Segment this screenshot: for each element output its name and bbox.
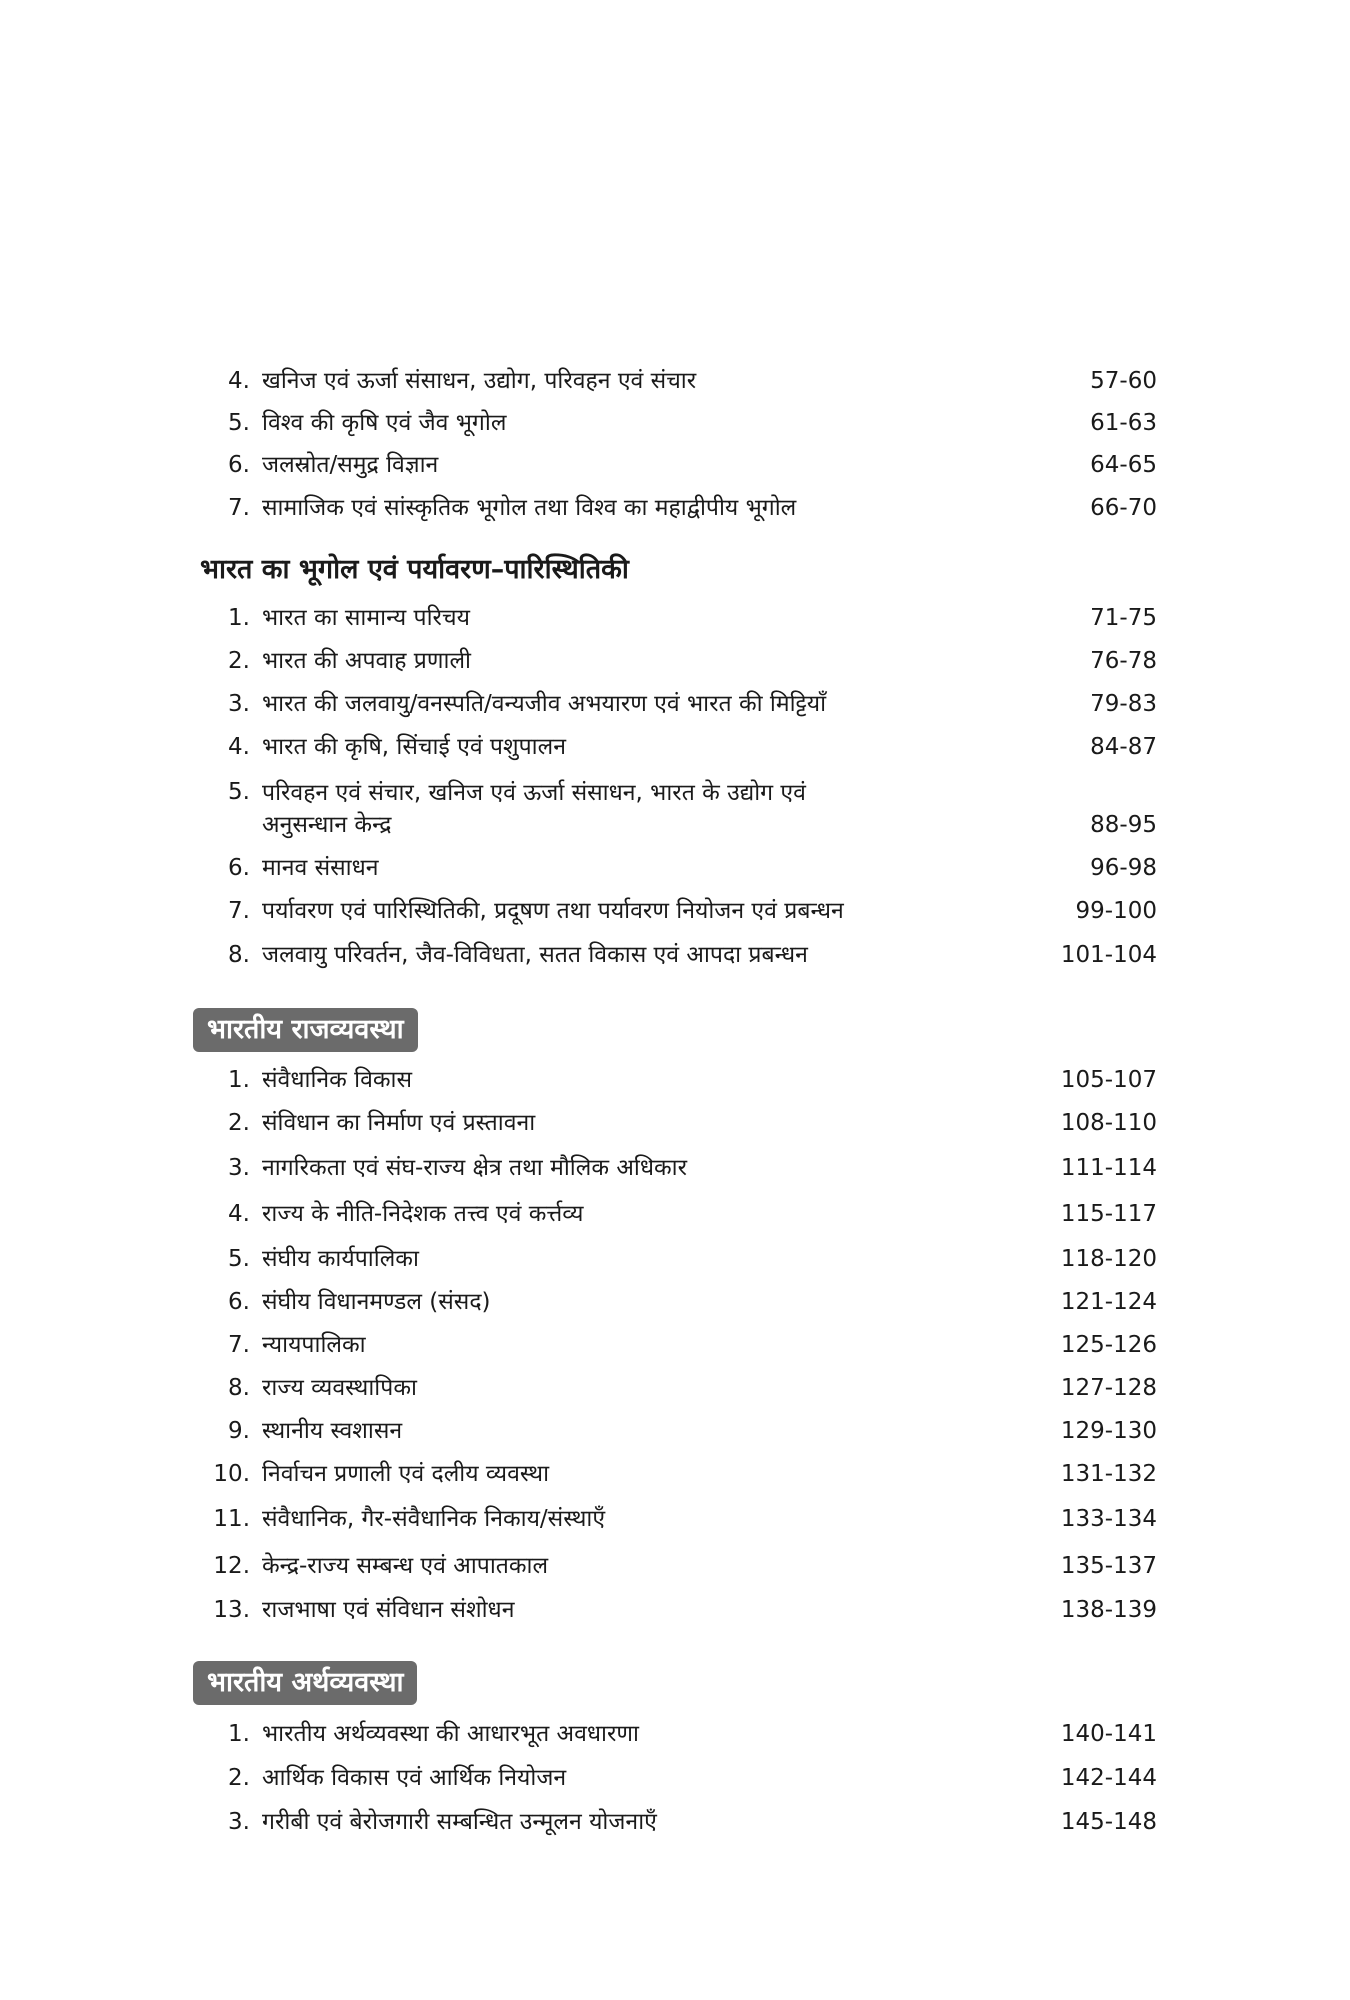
- entry-pages: 101-104: [1060, 942, 1157, 968]
- entry-title: मानव संसाधन: [262, 855, 379, 881]
- toc-entry: [0, 1239, 1350, 1279]
- entry-number: 2.: [228, 648, 250, 674]
- toc-entry: [0, 1590, 1350, 1630]
- entry-title: संवैधानिक, गैर-संवैधानिक निकाय/संस्थाएँ: [262, 1506, 606, 1532]
- section-heading: भारत का भूगोल एवं पर्यावरण–पारिस्थितिकी: [200, 554, 629, 585]
- entry-pages: 118-120: [1060, 1246, 1157, 1272]
- entry-title: भारत की कृषि, सिंचाई एवं पशुपालन: [262, 734, 566, 760]
- entry-title: भारत की अपवाह प्रणाली: [262, 648, 472, 674]
- entry-pages: 84-87: [1090, 734, 1157, 760]
- toc-entry: [0, 1454, 1350, 1494]
- entry-title: स्थानीय स्वशासन: [262, 1418, 403, 1444]
- entry-pages: 115-117: [1060, 1201, 1157, 1227]
- entry-title-line2: अनुसन्धान केन्द्र: [262, 812, 392, 838]
- entry-pages: 131-132: [1060, 1461, 1157, 1487]
- entry-pages: 111-114: [1060, 1155, 1157, 1181]
- entry-title: जलवायु परिवर्तन, जैव-विविधता, सतत विकास एवं आपदा प्रबन्धन: [262, 942, 808, 968]
- entry-number: 4.: [228, 1201, 250, 1227]
- entry-pages: 79-83: [1090, 691, 1157, 717]
- toc-entry: [0, 1148, 1350, 1188]
- toc-entry: [0, 775, 1350, 845]
- entry-title: आर्थिक विकास एवं आर्थिक नियोजन: [262, 1765, 567, 1791]
- toc-entry: [0, 1499, 1350, 1539]
- entry-title: भारत का सामान्य परिचय: [262, 605, 470, 631]
- entry-title: भारतीय अर्थव्यवस्था की आधारभूत अवधारणा: [262, 1721, 639, 1747]
- toc-entry: [0, 1368, 1350, 1408]
- toc-entry: [0, 1546, 1350, 1586]
- entry-number: 11.: [213, 1506, 250, 1532]
- entry-number: 10.: [213, 1461, 250, 1487]
- toc-entry: [0, 1325, 1350, 1365]
- entry-title: पर्यावरण एवं पारिस्थितिकी, प्रदूषण तथा पर्यावरण नियोजन एवं प्रबन्धन: [262, 898, 844, 924]
- entry-pages: 121-124: [1060, 1289, 1157, 1315]
- entry-number: 2.: [228, 1765, 250, 1791]
- entry-title: संवैधानिक विकास: [262, 1067, 413, 1093]
- entry-title: न्यायपालिका: [262, 1332, 366, 1358]
- entry-pages: 145-148: [1060, 1809, 1157, 1835]
- entry-pages: 71-75: [1090, 605, 1157, 631]
- section-heading-badge: भारतीय अर्थव्यवस्था: [193, 1661, 417, 1705]
- entry-number: 8.: [228, 942, 250, 968]
- toc-entry: [0, 1060, 1350, 1100]
- entry-title: राज्य के नीति-निदेशक तत्त्व एवं कर्त्तव्य: [262, 1201, 584, 1227]
- section-heading-badge: भारतीय राजव्यवस्था: [193, 1008, 418, 1052]
- toc-entry: [0, 488, 1350, 528]
- toc-entry: [0, 1411, 1350, 1451]
- entry-number: 3.: [228, 691, 250, 717]
- entry-pages: 127-128: [1060, 1375, 1157, 1401]
- entry-pages: 105-107: [1060, 1067, 1157, 1093]
- entry-pages: 88-95: [1090, 812, 1157, 838]
- toc-entry: [0, 684, 1350, 724]
- entry-number: 2.: [228, 1110, 250, 1136]
- entry-number: 6.: [228, 1289, 250, 1315]
- entry-pages: 142-144: [1060, 1765, 1157, 1791]
- entry-title: जलस्रोत/समुद्र विज्ञान: [262, 452, 439, 478]
- entry-number: 8.: [228, 1375, 250, 1401]
- toc-entry: [0, 1802, 1350, 1842]
- toc-entry: [0, 848, 1350, 888]
- entry-pages: 138-139: [1060, 1597, 1157, 1623]
- entry-number: 4.: [228, 368, 250, 394]
- entry-number: 6.: [228, 452, 250, 478]
- entry-number: 1.: [228, 605, 250, 631]
- entry-pages: 133-134: [1060, 1506, 1157, 1532]
- entry-pages: 99-100: [1075, 898, 1157, 924]
- entry-number: 6.: [228, 855, 250, 881]
- entry-number: 3.: [228, 1155, 250, 1181]
- entry-title: निर्वाचन प्रणाली एवं दलीय व्यवस्था: [262, 1461, 550, 1487]
- toc-entry: [0, 727, 1350, 767]
- toc-entry: [0, 891, 1350, 931]
- entry-number: 1.: [228, 1067, 250, 1093]
- entry-title: राज्य व्यवस्थापिका: [262, 1375, 417, 1401]
- entry-number: 12.: [213, 1553, 250, 1579]
- entry-title: राजभाषा एवं संविधान संशोधन: [262, 1597, 515, 1623]
- entry-title-line1: परिवहन एवं संचार, खनिज एवं ऊर्जा संसाधन, भारत के उद्योग एवं: [262, 780, 806, 806]
- entry-pages: 76-78: [1090, 648, 1157, 674]
- entry-pages: 129-130: [1060, 1418, 1157, 1444]
- entry-number: 3.: [228, 1809, 250, 1835]
- toc-entry: [0, 1103, 1350, 1143]
- entry-pages: 140-141: [1060, 1721, 1157, 1747]
- toc-entry: [0, 1194, 1350, 1234]
- entry-number: 9.: [228, 1418, 250, 1444]
- entry-title: केन्द्र-राज्य सम्बन्ध एवं आपातकाल: [262, 1553, 549, 1579]
- entry-number: 13.: [213, 1597, 250, 1623]
- entry-number: 7.: [228, 1332, 250, 1358]
- entry-title: नागरिकता एवं संघ-राज्य क्षेत्र तथा मौलिक अधिकार: [262, 1155, 688, 1181]
- entry-title: संघीय विधानमण्डल (संसद): [262, 1289, 491, 1315]
- entry-title: संघीय कार्यपालिका: [262, 1246, 419, 1272]
- entry-number: 7.: [228, 495, 250, 521]
- entry-title: [262, 777, 806, 841]
- entry-number: 5.: [228, 410, 250, 436]
- entry-number: 1.: [228, 1721, 250, 1747]
- entry-title: विश्व की कृषि एवं जैव भूगोल: [262, 410, 507, 436]
- entry-pages: 125-126: [1060, 1332, 1157, 1358]
- entry-pages: 108-110: [1060, 1110, 1157, 1136]
- entry-pages: 96-98: [1090, 855, 1157, 881]
- entry-pages: 61-63: [1090, 410, 1157, 436]
- entry-number: 4.: [228, 734, 250, 760]
- entry-pages: 57-60: [1090, 368, 1157, 394]
- entry-title: सामाजिक एवं सांस्कृतिक भूगोल तथा विश्व का महाद्वीपीय भूगोल: [262, 495, 797, 521]
- entry-title: भारत की जलवायु/वनस्पति/वन्यजीव अभयारण एवं भारत की मिट्टियाँ: [262, 691, 827, 717]
- entry-number: 7.: [228, 898, 250, 924]
- toc-entry: [0, 1714, 1350, 1754]
- toc-entry: [0, 445, 1350, 485]
- toc-entry: [0, 403, 1350, 443]
- toc-entry: [0, 641, 1350, 681]
- toc-entry: [0, 1282, 1350, 1322]
- entry-title: खनिज एवं ऊर्जा संसाधन, उद्योग, परिवहन एवं संचार: [262, 368, 697, 394]
- entry-title: गरीबी एवं बेरोजगारी सम्बन्धित उन्मूलन योजनाएँ: [262, 1809, 657, 1835]
- entry-number: 5.: [228, 1246, 250, 1272]
- entry-number: 5.: [228, 779, 250, 805]
- entry-title: संविधान का निर्माण एवं प्रस्तावना: [262, 1110, 536, 1136]
- entry-pages: 64-65: [1090, 452, 1157, 478]
- toc-entry: [0, 598, 1350, 638]
- toc-entry: [0, 361, 1350, 401]
- entry-pages: 66-70: [1090, 495, 1157, 521]
- toc-entry: [0, 935, 1350, 975]
- entry-pages: 135-137: [1060, 1553, 1157, 1579]
- toc-entry: [0, 1758, 1350, 1798]
